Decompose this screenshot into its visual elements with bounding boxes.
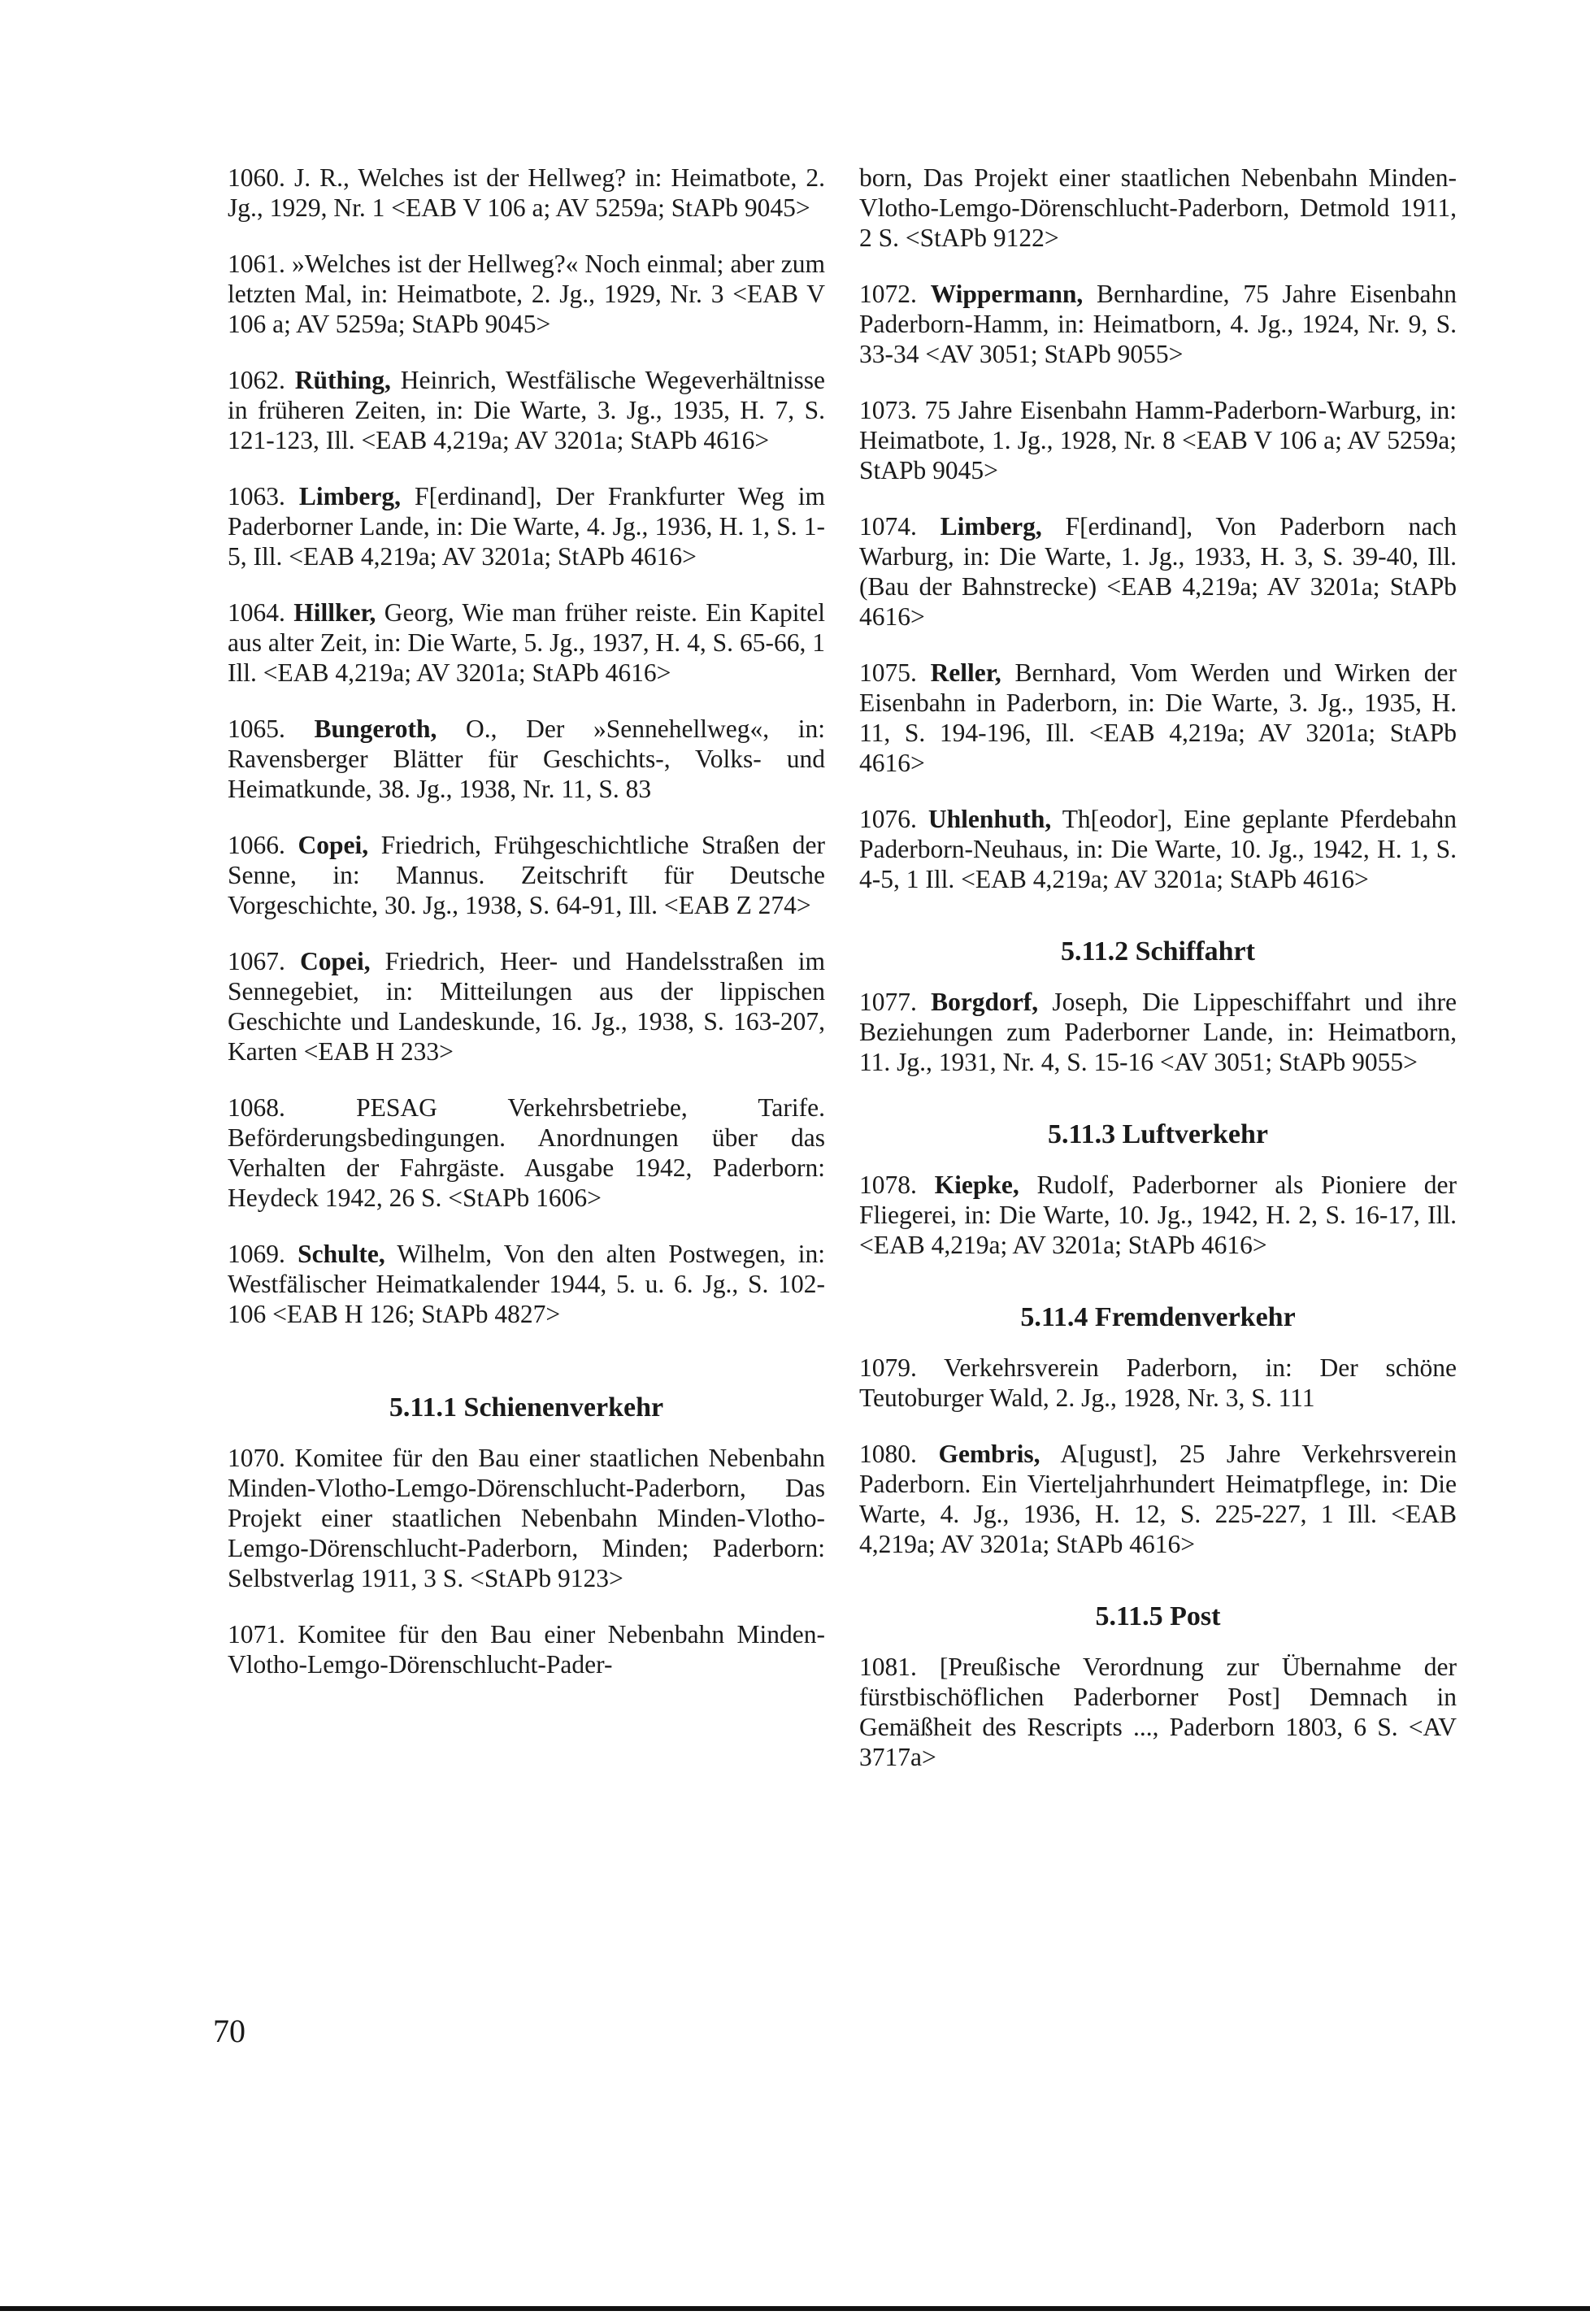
entry-text: F[erdinand], Der Frankfurter Weg im Paderborner Lande, in: Die Warte, 4. Jg., 1936, H. 1, S. 1-5, Ill. <EAB 4,219a; AV 3201a; StAPb 4616> [228,482,826,571]
entry-number: 1079. [859,1353,917,1382]
entry-author: Copei, [298,831,369,859]
entry-number: 1078. [859,1171,917,1199]
section-heading-post: 5.11.5 Post [1095,1601,1221,1631]
entry-number: 1065. [228,715,285,743]
section-heading-luftverkehr: 5.11.3 Luftverkehr [1047,1119,1269,1149]
entry-text: Komitee für den Bau einer staatlichen Nebenbahn Minden-Vlotho-Lemgo-Dörenschlucht-Paderborn, Das Projekt einer staatlichen Nebenbahn Minden-Vlotho-Lemgo-Dörenschlucht-Paderborn, Minden; Paderborn: Selbstverlag 1911, 3 S. <StAPb 9123> [228,1444,826,1592]
bibliography-entry [228,249,825,339]
entry-number: 1060. [228,163,285,192]
entry-list [859,1353,1457,1559]
section-heading-schienenverkehr: 5.11.1 Schienenverkehr [389,1392,664,1423]
bibliography-entry [228,481,825,571]
bibliography-entry [228,1092,825,1213]
bibliography-entry [228,365,825,455]
entry-number: 1072. [859,280,917,308]
entry-number: 1080. [859,1440,917,1468]
bibliography-entry [228,714,825,804]
bibliography-entry [859,658,1457,778]
entry-number: 1075. [859,658,917,687]
bibliography-entry [228,830,825,920]
entry-author: Limberg, [298,482,402,510]
entry-number: 1068. [228,1093,285,1122]
bibliography-entry [859,987,1457,1077]
bibliography-entry [859,1170,1457,1260]
entry-number: 1076. [859,805,917,833]
bibliography-entry [859,511,1457,632]
entry-list [859,1652,1457,1772]
bibliography-entry [228,597,825,688]
entry-text: PESAG Verkehrsbetriebe, Tarife. Beförderungsbedingungen. Anordnungen über das Verhalten der Fahrgäste. Ausgabe 1942, Paderborn: Heydeck 1942, 26 S. <StAPb 1606> [228,1093,825,1212]
entry-text: Friedrich, Heer- und Handelsstraßen im Sennegebiet, in: Mitteilungen aus der lippischen Geschichte und Landeskunde, 16. Jg., 1938, S. 163-207, Karten <EAB H 233> [228,947,826,1066]
section-heading-fremdenverkehr: 5.11.4 Fremdenverkehr [1020,1302,1296,1332]
entry-author: Uhlenhuth, [928,805,1052,833]
bibliography-entry [228,1239,825,1329]
entry-text: Friedrich, Frühgeschichtliche Straßen der Senne, in: Mannus. Zeitschrift für Deutsche Vorgeschichte, 30. Jg., 1938, S. 64-91, Ill. <EAB Z 274> [228,831,826,919]
entry-text: Bernhard, Vom Werden und Wirken der Eisenbahn in Paderborn, in: Die Warte, 3. Jg., 1935, H. 11, S. 194-196, Ill. <EAB 4,219a; AV 3201a; StAPb 4616> [859,658,1457,777]
entry-text: A[ugust], 25 Jahre Verkehrsverein Paderborn. Ein Vierteljahrhundert Heimatpflege, in: Die Warte, 4. Jg., 1936, H. 12, S. 225-227, 1 Ill. <EAB 4,219a; AV 3201a; StAPb 4616> [859,1440,1458,1558]
entry-list [859,279,1457,894]
bibliography-entry [228,163,825,223]
entry-text: Rudolf, Paderborner als Pioniere der Fliegerei, in: Die Warte, 10. Jg., 1942, H. 2, S. 16-17, Ill. <EAB 4,219a; AV 3201a; StAPb 4616> [859,1171,1458,1259]
entry-number: 1069. [228,1240,285,1268]
entry-number: 1070. [228,1444,285,1472]
right-column [859,163,1457,1798]
bibliography-entry [859,279,1457,369]
entry-author: Borgdorf, [931,988,1039,1016]
entry-author: Bungeroth, [314,715,437,743]
entry-text: 75 Jahre Eisenbahn Hamm-Paderborn-Warburg, in: Heimatbote, 1. Jg., 1928, Nr. 8 <EAB V 106 a; AV 5259a; StAPb 9045> [859,396,1458,484]
page-number: 70 [213,2013,245,2049]
entry-author: Gembris, [938,1440,1040,1468]
bibliography-entry [859,395,1457,485]
entry-author: Wippermann, [930,280,1084,308]
bottom-rule [0,2306,1590,2311]
entry-number: 1061. [228,250,285,278]
bibliography-entry [859,1439,1457,1559]
entry-text: Verkehrsverein Paderborn, in: Der schöne Teutoburger Wald, 2. Jg., 1928, Nr. 3, S. 111 [859,1353,1457,1412]
entry-text: Komitee für den Bau einer Nebenbahn Minden-Vlotho-Lemgo-Dörenschlucht-Pader- [228,1620,826,1679]
entry-text: F[erdinand], Von Paderborn nach Warburg, in: Die Warte, 1. Jg., 1933, H. 3, S. 39-40, Ill. (Bau der Bahnstrecke) <EAB 4,219a; AV 3201a; StAPb 4616> [859,512,1458,631]
entry-number: 1066. [228,831,285,859]
left-column [228,163,825,1705]
entry-number: 1062. [228,366,285,394]
bibliography-entry [859,1353,1457,1413]
bibliography-entry [859,804,1457,894]
bibliography-entry [859,1652,1457,1772]
entry-list [228,163,825,1329]
entry-text: [Preußische Verordnung zur Übernahme der fürstbischöflichen Paderborner Post] Demnach in Gemäßheit des Rescripts ..., Paderborn 1803, 6 S. <AV 3717a> [859,1653,1457,1771]
section-heading-schiffahrt: 5.11.2 Schiffahrt [1061,936,1255,967]
entry-list [859,1170,1457,1260]
entry-number: 1071. [228,1620,285,1649]
entry-number: 1074. [859,512,917,541]
entry-continuation: born, Das Projekt einer staatlichen Nebenbahn Minden-Vlotho-Lemgo-Dörenschlucht-Paderborn, Detmold 1911, 2 S. <StAPb 9122> [859,163,1457,252]
entry-list [228,1443,825,1679]
entry-text: Georg, Wie man früher reiste. Ein Kapitel aus alter Zeit, in: Die Warte, 5. Jg., 1937, H. 4, S. 65-66, 1 Ill. <EAB 4,219a; AV 3201a; StAPb 4616> [228,598,825,687]
entry-number: 1063. [228,482,285,510]
entry-number: 1081. [859,1653,917,1681]
entry-text: J. R., Welches ist der Hellweg? in: Heimatbote, 2. Jg., 1929, Nr. 1 <EAB V 106 a; AV 5259a; StAPb 9045> [228,163,825,222]
entry-text: Bernhardine, 75 Jahre Eisenbahn Paderborn-Hamm, in: Heimatborn, 4. Jg., 1924, Nr. 9, S. 33-34 <AV 3051; StAPb 9055> [859,280,1458,368]
entry-number: 1073. [859,396,917,424]
entry-author: Reller, [930,658,1001,687]
entry-author: Limberg, [940,512,1042,541]
bibliography-entry [228,1443,825,1593]
entry-author: Kiepke, [934,1171,1019,1199]
entry-author: Hillker, [293,598,376,627]
bibliography-entry [228,1619,825,1679]
entry-text: O., Der »Sennehellweg«, in: Ravensberger Blätter für Geschichts-, Volks- und Heimatkunde, 38. Jg., 1938, Nr. 11, S. 83 [228,715,826,803]
entry-author: Rüthing, [294,366,391,394]
entry-number: 1064. [228,598,285,627]
entry-number: 1077. [859,988,917,1016]
entry-author: Schulte, [298,1240,385,1268]
entry-text: Joseph, Die Lippeschiffahrt und ihre Beziehungen zum Paderborner Lande, in: Heimatborn, 11. Jg., 1931, Nr. 4, S. 15-16 <AV 3051; StAPb 9055> [859,988,1458,1076]
entry-number: 1067. [228,947,285,975]
entry-text: Heinrich, Westfälische Wegeverhältnisse in früheren Zeiten, in: Die Warte, 3. Jg., 1935, H. 7, S. 121-123, Ill. <EAB 4,219a; AV 3201a; StAPb 4616> [228,366,826,454]
entry-text: Th[eodor], Eine geplante Pferdebahn Paderborn-Neuhaus, in: Die Warte, 10. Jg., 1942, H. 1, S. 4-5, 1 Ill. <EAB 4,219a; AV 3201a; StAPb 4616> [859,805,1457,893]
entry-author: Copei, [299,947,371,975]
entry-text: »Welches ist der Hellweg?« Noch einmal; aber zum letzten Mal, in: Heimatbote, 2. Jg., 1929, Nr. 3 <EAB V 106 a; AV 5259a; StAPb 9045> [228,250,826,338]
bibliography-entry [228,946,825,1066]
entry-list [859,987,1457,1077]
entry-text: Wilhelm, Von den alten Postwegen, in: Westfälischer Heimatkalender 1944, 5. u. 6. Jg., S. 102-106 <EAB H 126; StAPb 4827> [228,1240,825,1328]
